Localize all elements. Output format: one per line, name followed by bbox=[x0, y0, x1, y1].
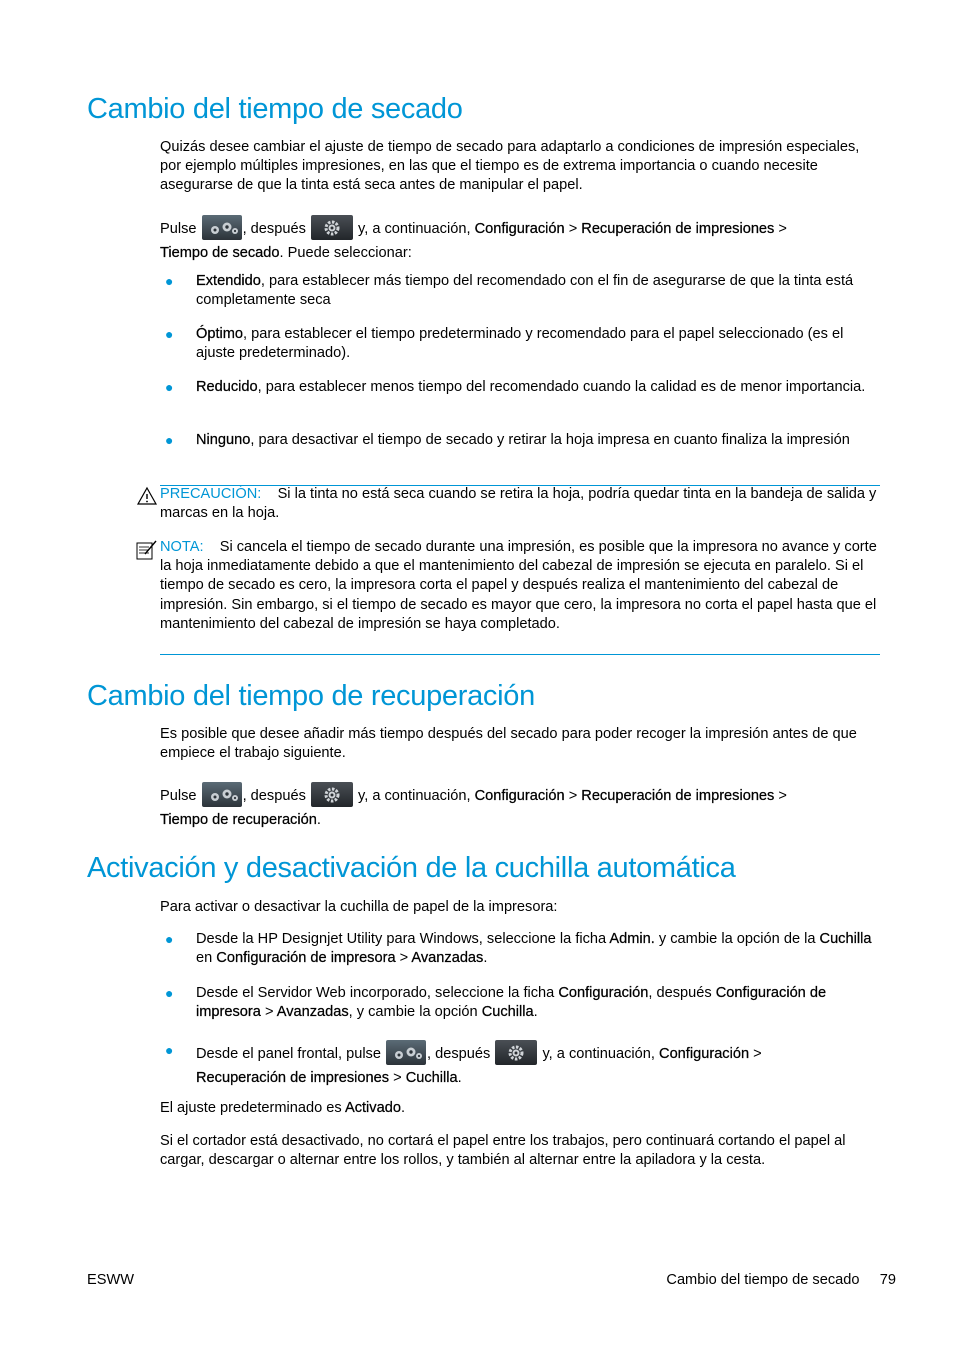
section-title-drying-time: Cambio del tiempo de secado bbox=[87, 93, 463, 125]
bullet-dot-icon: ● bbox=[165, 1042, 174, 1058]
paragraph-cutter-off: Si el cortador está desactivado, no cortará el papel entre los trabajos, pero continuará cortando el papel al cargar, descargar o alternar entre los rollos, y también al alternar entre la apiladora y la cesta. bbox=[160, 1133, 846, 1169]
note-bottom-rule bbox=[160, 654, 880, 655]
bullet-dot-icon: ● bbox=[165, 326, 174, 342]
gear-icon bbox=[311, 215, 353, 240]
paragraph-intro-recovery: Es posible que desee añadir más tiempo después del secado para poder recoger la impresión antes de que empiece el trabajo siguiente. bbox=[160, 726, 857, 762]
note-label: NOTA: bbox=[160, 539, 204, 555]
paragraph-intro-drying: Quizás desee cambiar el ajuste de tiempo de secado para adaptarlo a condiciones de impresión especiales, por ejemplo múltiples impresiones, en las que el tiempo es de extrema importancia o cuando necesite asegurarse de que la tinta está seca antes de manipular el papel. bbox=[160, 139, 860, 194]
paragraph-instructions-recovery: Pulse , después y, a continuación, Configuración > Recuperación de impresiones > Tiempo de recuperación. bbox=[160, 782, 880, 832]
paragraph-instructions-drying: Pulse , después y, a continuación, Configuración > Recuperación de impresiones > Tiempo de secado. Puede seleccionar: bbox=[160, 215, 880, 265]
section-title-cutter: Activación y desactivación de la cuchilla automática bbox=[87, 852, 736, 884]
settings-tray-icon bbox=[202, 215, 242, 240]
note-pad-icon bbox=[135, 539, 159, 561]
note-text: Si cancela el tiempo de secado durante una impresión, es posible que la impresora no avance y corte la hoja inmediatamente debido a que el mantenimiento del cabezal de impresión se ejecuta en paralelo. Si el tiempo de secado es cero, la impresora corta el papel y después realiza el mantenimiento del cabezal de impresión. Sin embargo, si el tiempo de secado es mayor que cero, la impresora no corta el papel hasta que el mantenimiento del cabezal de impresión se haya completado. bbox=[160, 539, 877, 632]
document-page: Cambio del tiempo de secado Quizás desee cambiar el ajuste de tiempo de secado para adaptarlo a condiciones de impresión especiales, por ejemplo múltiples impresiones, en las que el tiempo es de extrema importancia o cuando necesite asegurarse de que la tinta está seca antes de manipular el papel. Pulse , después y, a continuación, Configuración > Recuperación de impresiones > Tiempo de secado. Puede seleccionar: ● Extendido, para establecer más tiempo del recomendado con el fin de asegurarse de que la tinta está completamente seca ● Óptimo, para establecer el tiempo predeterminado y recomendado para el papel seleccionado (es el ajuste predeterminado). ● Reducido, para establecer menos tiempo del recomendado cuando la calidad es de menor importancia. ● Ninguno, para desactivar el tiempo de secado y retirar la hoja impresa en cuanto finaliza la impresión PRECAUCIÓN: Si la tinta no está seca cuando se retira la hoja, podría quedar tinta en la bandeja de salida y marcas en la hoja. NOTA: Si cancela el tiempo de secado durante una impresión, es posible que la impresora no avance y corte la hoja inmediatamente debido a que el mantenimiento del cabezal de impresión se ejecuta en paralelo. Si el tiempo de secado es cero, la impresora corta el papel y después realiza el mantenimiento del cabezal de impresión. Sin embargo, si el tiempo de secado es mayor que cero, la impresora no corta el papel hasta que el mantenimiento del cabezal de impresión se haya completado. Cambio del tiempo de recuperación Es posible que desee añadir más tiempo después del secado para poder recoger la impresión antes de que empiece el trabajo siguiente. Pulse , después y, a continuación, Configuración > Recuperación de impresiones > Tiempo de recuperación. Activación y desactivación de la cuchilla automática Para activar o desactivar la cuchilla de papel de la impresora: ● Desde la HP Designjet Utility para Windows, seleccione la ficha Admin. y cambie la opción de la Cuchilla en Configuración de impresora > Avanzadas. ● Desde el Servidor Web incorporado, seleccione la ficha Configuración, después Configuración de impresora > Avanzadas, y cambie la opción Cuchilla. ● Desde el panel frontal, pulse , después y, a continuación, Configuración > Recuperación de impresiones > Cuchilla. El ajuste predeterminado es Activado. Si el cortador está desactivado, no cortará el papel entre los trabajos, pero continuará cortando el papel al cargar, descargar o alternar entre los rollos, y también al alternar entre la apiladora y la cesta. ESWW Cambio del tiempo de secado 79 bbox=[87, 93, 896, 1288]
caution-label: PRECAUCIÓN: bbox=[160, 486, 262, 502]
bullet-dot-icon: ● bbox=[165, 273, 174, 289]
settings-tray-icon bbox=[202, 782, 242, 807]
paragraph-intro-cutter: Para activar o desactivar la cuchilla de papel de la impresora: bbox=[160, 899, 558, 915]
footer-left: ESWW bbox=[87, 1272, 135, 1288]
footer-section-title: Cambio del tiempo de secado bbox=[666, 1272, 860, 1288]
bullet-dot-icon: ● bbox=[165, 931, 174, 947]
bullet-dot-icon: ● bbox=[165, 432, 174, 448]
settings-tray-icon bbox=[386, 1040, 426, 1065]
footer-right bbox=[666, 1271, 896, 1290]
caution-text: Si la tinta no está seca cuando se retira la hoja, podría quedar tinta en la bandeja de salida y marcas en la hoja. bbox=[160, 486, 877, 522]
section-title-recovery-time: Cambio del tiempo de recuperación bbox=[87, 680, 535, 712]
warning-triangle-icon bbox=[136, 486, 158, 506]
page-number: 79 bbox=[879, 1272, 896, 1288]
paragraph-default: El ajuste predeterminado es Activado. bbox=[160, 1100, 406, 1116]
caution-box bbox=[160, 485, 880, 523]
bullet-dot-icon: ● bbox=[165, 379, 174, 395]
note-box bbox=[160, 538, 880, 634]
bullet-dot-icon: ● bbox=[165, 985, 174, 1001]
gear-icon bbox=[311, 782, 353, 807]
gear-icon bbox=[495, 1040, 537, 1065]
